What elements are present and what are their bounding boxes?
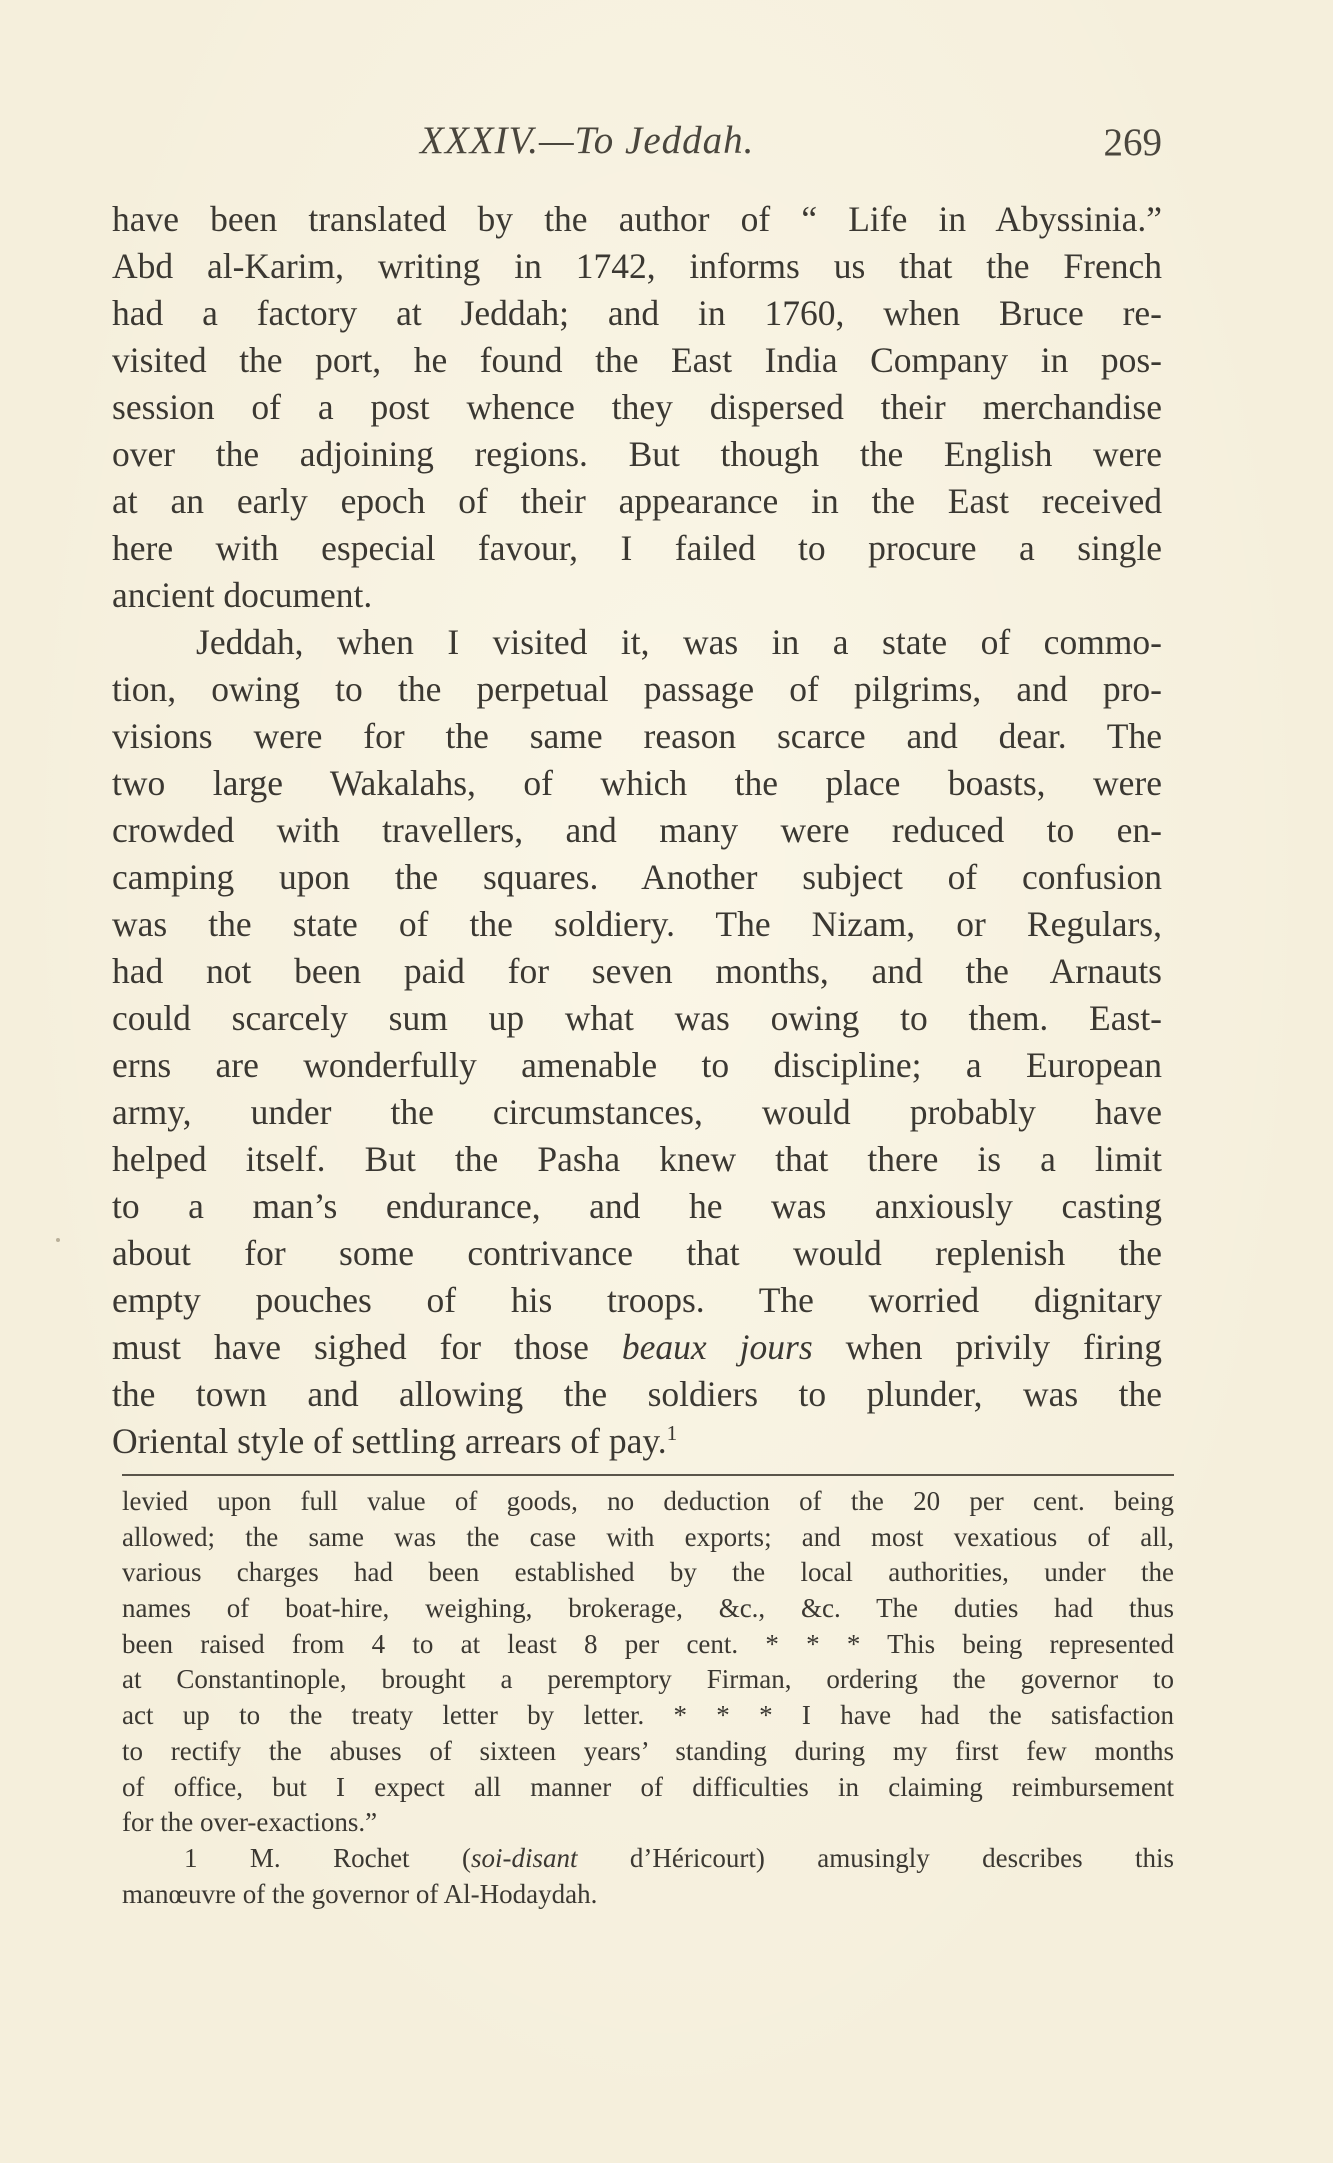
text-line: had a factory at Jeddah; and in 1760, when Bruce re- bbox=[112, 293, 1162, 333]
footnote-line: at Constantinople, brought a peremptory Firman, ordering the governor to bbox=[122, 1664, 1174, 1695]
text-run: M. Rochet ( bbox=[197, 1842, 471, 1873]
text-line: two large Wakalahs, of which the place boasts, were bbox=[112, 763, 1162, 803]
footnote-line: names of boat-hire, weighing, brokerage, &c., &c. The duties had thus bbox=[122, 1593, 1174, 1624]
text-line: visions were for the same reason scarce and dear. The bbox=[112, 716, 1162, 756]
text-line: ancient document. bbox=[112, 575, 373, 615]
text-line: over the adjoining regions. But though the English were bbox=[112, 434, 1162, 474]
text-line: camping upon the squares. Another subject of confusion bbox=[112, 857, 1162, 897]
text-line: was the state of the soldiery. The Nizam, or Regulars, bbox=[112, 904, 1162, 944]
text-line: have been translated by the author of “ Life in Abyssinia.” bbox=[112, 199, 1162, 239]
text-line: to a man’s endurance, and he was anxiously casting bbox=[112, 1186, 1162, 1226]
text-line: empty pouches of his troops. The worried dignitary bbox=[112, 1280, 1162, 1320]
text-line: session of a post whence they dispersed their merchandise bbox=[112, 387, 1162, 427]
paragraph-1 bbox=[112, 196, 1162, 619]
running-head: XXXIV.—To Jeddah. bbox=[420, 119, 755, 162]
text-line bbox=[112, 1418, 1162, 1465]
footnote-line: allowed; the same was the case with exports; and most vexatious of all, bbox=[122, 1521, 1174, 1552]
text-line: at an early epoch of their appearance in the East received bbox=[112, 481, 1162, 521]
text-run: when privily firing bbox=[812, 1327, 1162, 1367]
text-line: had not been paid for seven months, and the Arnauts bbox=[112, 951, 1162, 991]
page-number: 269 bbox=[1103, 121, 1162, 164]
text-line: helped itself. But the Pasha knew that there is a limit bbox=[112, 1139, 1162, 1179]
footnote-line bbox=[122, 1841, 1174, 1877]
text-line: crowded with travellers, and many were reduced to en- bbox=[112, 810, 1162, 850]
italic-phrase: beaux jours bbox=[621, 1327, 813, 1367]
footnotes bbox=[122, 1484, 1174, 1912]
text-line: tion, owing to the perpetual passage of pilgrims, and pro- bbox=[112, 669, 1162, 709]
body-text bbox=[112, 196, 1162, 1465]
footnote-line: for the over-exactions.” bbox=[122, 1807, 378, 1838]
text-line bbox=[112, 1324, 1162, 1371]
text-line: about for some contrivance that would replenish the bbox=[112, 1233, 1162, 1273]
text-line: here with especial favour, I failed to procure a single bbox=[112, 528, 1162, 568]
text-line: Abd al-Karim, writing in 1742, informs us that the French bbox=[112, 246, 1162, 286]
text-run: must have sighed for those bbox=[112, 1327, 622, 1367]
page-header bbox=[112, 118, 1162, 178]
footnote-line: to rectify the abuses of sixteen years’ standing during my first few months bbox=[122, 1735, 1174, 1766]
text-line: Jeddah, when I visited it, was in a state of commo- bbox=[196, 622, 1162, 662]
text-line: erns are wonderfully amenable to discipline; a European bbox=[112, 1045, 1162, 1085]
footnote-line: manœuvre of the governor of Al-Hodaydah. bbox=[122, 1878, 598, 1909]
footnote-continuation bbox=[122, 1484, 1174, 1841]
footnote-reference: 1 bbox=[666, 1421, 678, 1446]
footnote-line: various charges had been established by the local authorities, under the bbox=[122, 1557, 1174, 1588]
paper-blemish bbox=[56, 1238, 60, 1242]
footnote-line: of office, but I expect all manner of difficulties in claiming reimbursement bbox=[122, 1771, 1174, 1802]
text-line: visited the port, he found the East India Company in pos- bbox=[112, 340, 1162, 380]
footnote-line: levied upon full value of goods, no deduction of the 20 per cent. being bbox=[122, 1486, 1174, 1516]
text-run: d’Héricourt) amusingly describes this bbox=[577, 1842, 1174, 1873]
text-run: Oriental style of settling arrears of pay. bbox=[112, 1421, 667, 1461]
footnote-divider bbox=[122, 1474, 1174, 1476]
paragraph-2 bbox=[112, 619, 1162, 1465]
text-line: could scarcely sum up what was owing to them. East- bbox=[112, 998, 1162, 1038]
text-line: army, under the circumstances, would probably have bbox=[112, 1092, 1162, 1132]
footnote-number: 1 bbox=[184, 1842, 198, 1873]
footnote-line: been raised from 4 to at least 8 per cent. * * * This being represented bbox=[122, 1628, 1174, 1659]
footnote-1 bbox=[122, 1841, 1174, 1912]
footnote-line: act up to the treaty letter by letter. * * * I have had the satisfaction bbox=[122, 1700, 1174, 1731]
text-line: the town and allowing the soldiers to plunder, was the bbox=[112, 1374, 1162, 1414]
italic-phrase: soi-disant bbox=[470, 1842, 578, 1873]
